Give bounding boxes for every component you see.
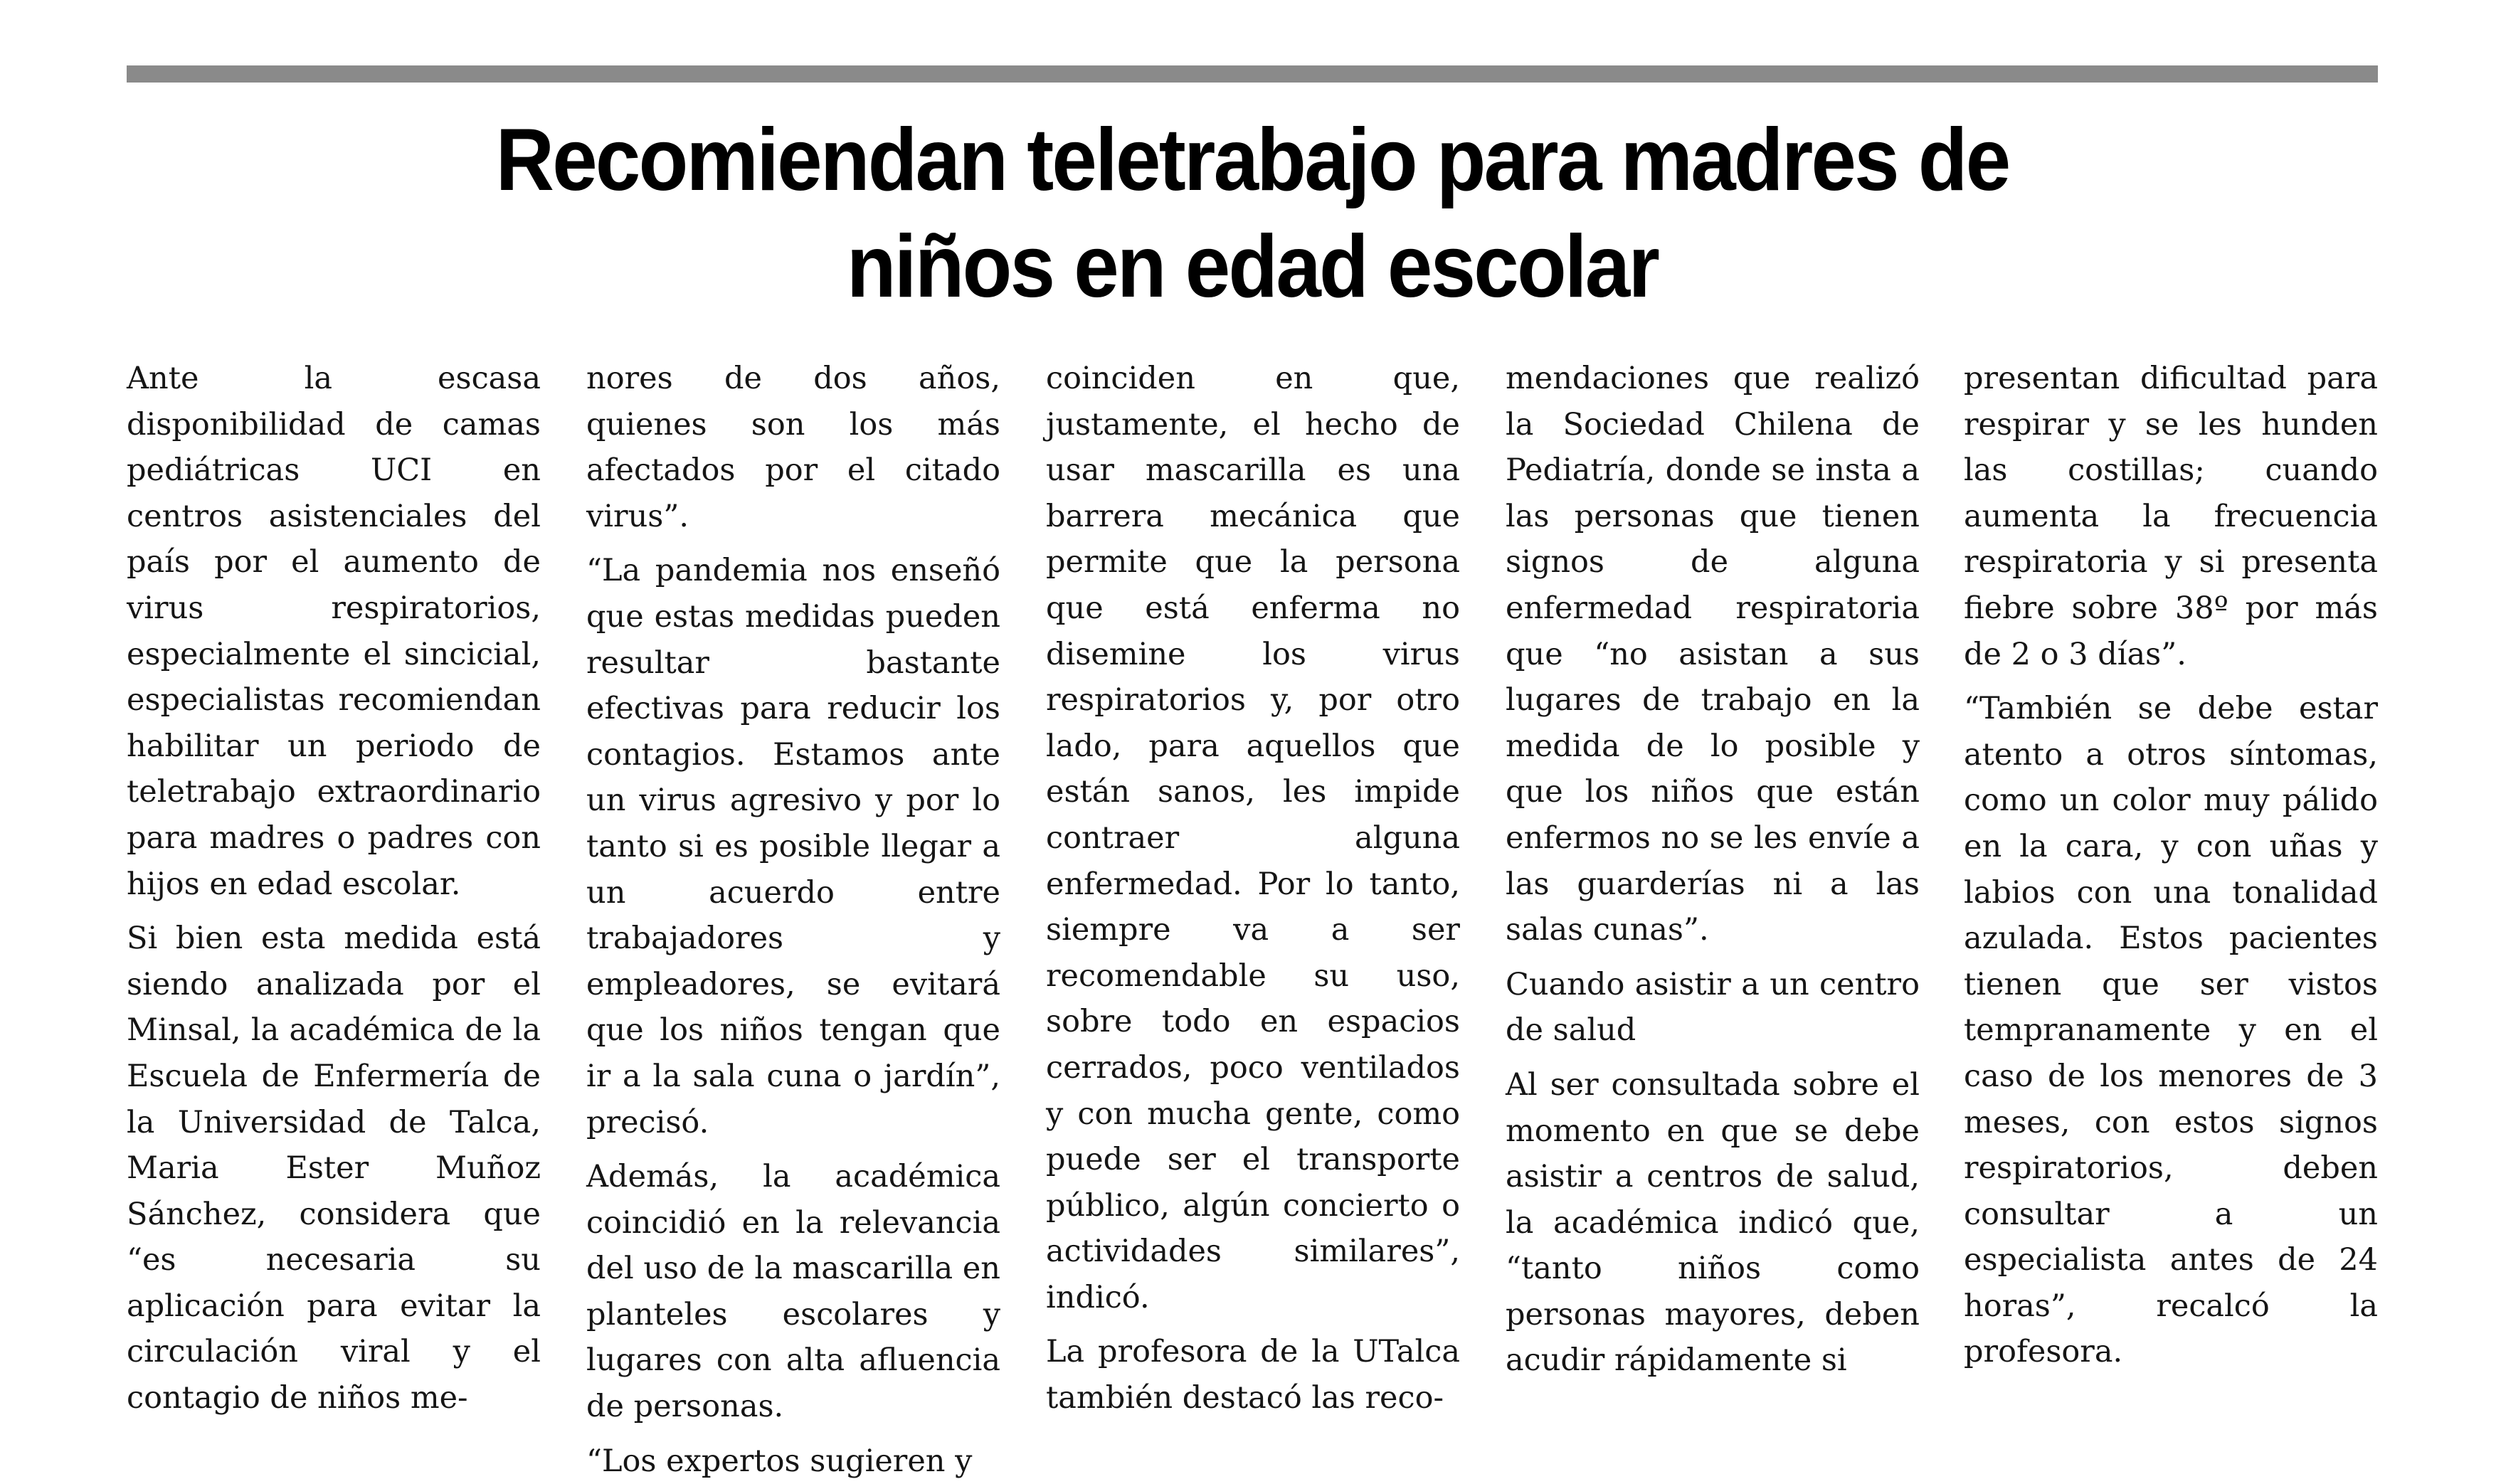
paragraph: Al ser consultada sobre el momento en que se debe asistir a centros de salud, la académica indicó que, “tanto niños como personas mayores, deben acudir rápidamente si [1506, 1066, 1920, 1379]
headline-line-2: niños en edad escolar [846, 218, 1659, 316]
text-column-3 [1046, 356, 1460, 1416]
headline-line-1: Recomiendan teletrabajo para madres de [495, 111, 2009, 209]
paragraph: mendaciones que realizó la Sociedad Chilena de Pediatría, donde se insta a las personas que tienen signos de alguna enfermedad respiratoria que “no asistan a sus lugares de trabajo en la medida de lo posible y que los niños que están enfermos no se les envíe a las guarderías ni a las salas cunas”. [1506, 361, 1920, 948]
paragraph: coinciden en que, justamente, el hecho de usar mascarilla es una barrera mecánica que permite que la persona que está enferma no disemine los virus respiratorios y, por otro lado, para aquellos que están sanos, les impide contraer alguna enfermedad. Por lo tanto, siempre va a ser recomendable su uso, sobre todo en espacios cerrados, poco ventilados y con mucha gente, como puede ser el transporte público, algún concierto o actividades similares”, indicó. [1046, 361, 1460, 1315]
paragraph: nores de dos años, quienes son los más afectados por el citado virus”. [586, 361, 1000, 534]
subheading: Cuando asistir a un centro de salud [1506, 966, 1920, 1049]
article-body [127, 356, 2378, 1479]
text-column-5 [1964, 356, 2378, 1370]
paragraph: La profesora de la UTalca también destacó las reco- [1046, 1334, 1460, 1416]
article-headline [217, 107, 2288, 320]
paragraph: presentan dificultad para respirar y se les hunden las costillas; cuando aumenta la frecuencia respiratoria y si presenta fiebre sobre 38º por más de 2 o 3 días”. [1964, 361, 2378, 672]
paragraph: Además, la académica coincidió en la relevancia del uso de la mascarilla en planteles escolares y lugares con alta afluencia de personas. [586, 1159, 1000, 1425]
text-column-1 [127, 356, 541, 1416]
paragraph: “También se debe estar atento a otros síntomas, como un color muy pálido en la cara, y con uñas y labios con una tonalidad azulada. Estos pacientes tienen que ser vistos tempranamente y en el caso de los menores de 3 meses, con estos signos respiratorios, deben consultar a un especialista antes de 24 horas”, recalcó la profesora. [1964, 691, 2378, 1370]
text-column-4 [1506, 356, 1920, 1379]
text-column-2 [586, 356, 1000, 1479]
paragraph: “La pandemia nos enseñó que estas medidas pueden resultar bastante efectivas para reducir los contagios. Estamos ante un virus agresivo y por lo tanto si es posible llegar a un acuerdo entre trabajadores y empleadores, se evitará que los niños tengan que ir a la sala cuna o jardín”, precisó. [586, 553, 1000, 1140]
paragraph: “Los expertos sugieren y [586, 1443, 973, 1479]
paragraph: Si bien esta medida está siendo analizada por el Minsal, la académica de la Escuela de Enfermería de la Universidad de Talca, Maria Ester Muñoz Sánchez, considera que “es necesaria su aplicación para evitar la circulación viral y el contagio de niños me- [127, 921, 541, 1416]
paragraph: Ante la escasa disponibilidad de camas pediátricas UCI en centros asistenciales del país por el aumento de virus respiratorios, especialmente el sincicial, especialistas recomiendan habilitar un periodo de teletrabajo extraordinario para madres o padres con hijos en edad escolar. [127, 361, 541, 902]
top-divider-bar [127, 65, 2378, 83]
